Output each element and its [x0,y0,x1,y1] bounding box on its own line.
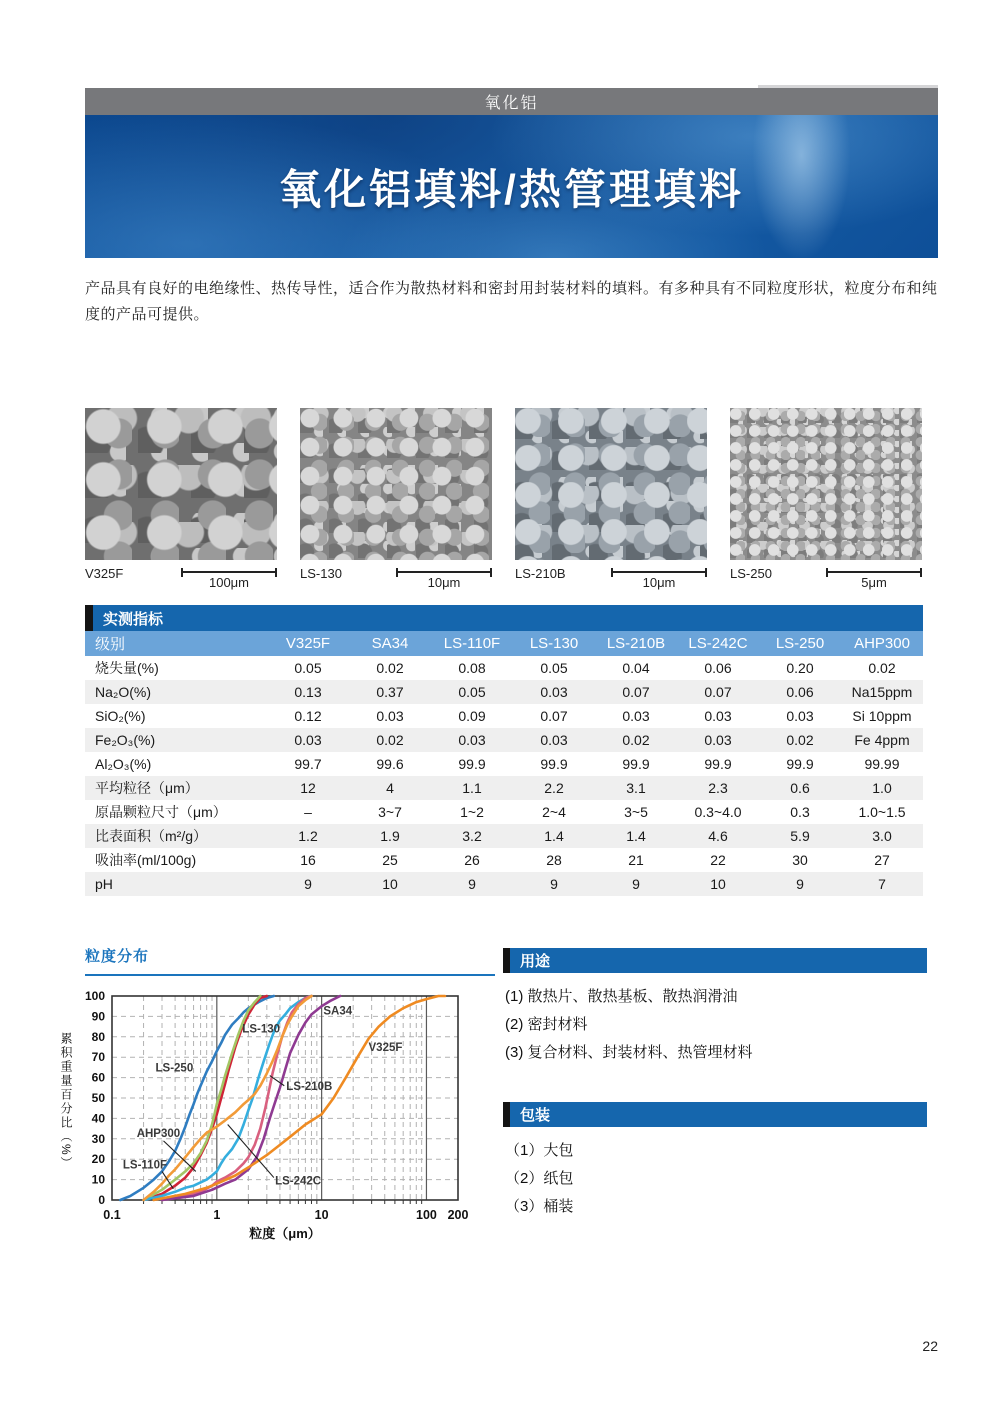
table-cell: 30 [759,848,841,872]
table-cell: 21 [595,848,677,872]
svg-text:100: 100 [84,989,105,1003]
svg-text:40: 40 [91,1111,105,1126]
table-cell: 28 [513,848,595,872]
table-header-cell: AHP300 [841,631,923,656]
table-header-cell: LS-250 [759,631,841,656]
table-cell: 0.03 [513,680,595,704]
table-cell: 4 [349,776,431,800]
table-cell: 0.02 [759,728,841,752]
table-cell: 1.4 [513,824,595,848]
table-cell: 99.9 [759,752,841,776]
table-cell: 4.6 [677,824,759,848]
table-cell: 9 [267,872,349,896]
table-cell: 0.03 [595,704,677,728]
table-row [85,728,923,752]
sem-tile [515,408,707,590]
scale-bar [181,566,277,590]
intro-paragraph: 产品具有良好的电绝缘性、热传导性，适合作为散热材料和密封用封装材料的填料。有多种具有不同粒度形状，粒度分布和纯度的产品可提供。 [85,280,938,324]
table-cell: 1.0~1.5 [841,800,923,824]
scale-bar [826,566,922,590]
table-cell: 0.37 [349,680,431,704]
sem-grade-name: LS-250 [730,566,772,581]
table-cell: 0.04 [595,656,677,680]
table-header-cell: SA34 [349,631,431,656]
table-cell: 99.9 [431,752,513,776]
scale-value: 5μm [861,575,887,590]
table-cell: 9 [759,872,841,896]
uses-item: (2) 密封材料 [505,1015,588,1033]
packaging-item: （3）桶装 [505,1197,574,1215]
table-cell: 1~2 [431,800,513,824]
table-cell: 0.05 [431,680,513,704]
table-row-label: Fe₂O₃(%) [85,728,267,752]
table-row-label: 平均粒径（μm） [85,776,267,800]
table-row-label: 比表面积（m²/g） [85,824,267,848]
table-header-cell: LS-130 [513,631,595,656]
table-row-label: 吸油率(ml/100g) [85,848,267,872]
table-cell: 99.9 [513,752,595,776]
table-cell: 0.03 [677,728,759,752]
sem-image-row [85,408,938,590]
table-row-label: SiO₂(%) [85,704,267,728]
table-cell: Na15ppm [841,680,923,704]
table-cell: 0.03 [677,704,759,728]
table-cell: 0.07 [595,680,677,704]
table-cell: 2.3 [677,776,759,800]
table-cell: 0.03 [759,704,841,728]
sem-micrograph [515,408,707,560]
table-cell: 0.08 [431,656,513,680]
table-cell: 0.02 [595,728,677,752]
table-header-cell: 级别 [85,631,267,656]
table-header-cell: V325F [267,631,349,656]
svg-text:LS-110F: LS-110F [122,1159,168,1172]
table-row-label: 烧失量(%) [85,656,267,680]
table-row [85,848,923,872]
svg-text:90: 90 [91,1009,105,1024]
table-cell: 0.06 [677,656,759,680]
sem-caption [515,566,707,590]
table-cell: 10 [349,872,431,896]
packaging-item: （2）纸包 [505,1170,574,1187]
svg-text:60: 60 [91,1070,105,1085]
table-cell: 99.99 [841,752,923,776]
sem-tile [730,408,922,590]
table-cell: 0.3~4.0 [677,800,759,824]
table-cell: 9 [513,872,595,896]
right-column [503,948,927,1221]
category-bar [85,88,938,115]
table-header-row [85,631,923,656]
sem-caption [730,566,922,590]
table-cell: 0.03 [267,728,349,752]
sem-grade-name: LS-210B [515,566,566,581]
svg-text:粒度（μm）: 粒度（μm） [249,1226,321,1241]
sem-micrograph [85,408,277,560]
svg-text:30: 30 [91,1131,105,1146]
spec-table-title: 实测指标 [85,605,923,631]
table-cell: 0.07 [677,680,759,704]
uses-item: (3) 复合材料、封装材料、热管埋材料 [505,1043,753,1061]
title-banner [85,115,938,258]
page-title: 氧化铝填料/热管理填料 [279,165,744,213]
scale-value: 100μm [208,575,249,590]
table-row [85,752,923,776]
table-cell: 0.03 [513,728,595,752]
table-cell: 0.3 [759,800,841,824]
svg-text:10: 10 [91,1172,105,1187]
table-cell: 25 [349,848,431,872]
svg-text:10: 10 [314,1208,329,1222]
svg-text:AHP300: AHP300 [136,1127,181,1140]
sem-caption [300,566,492,590]
page-number: 22 [922,1338,938,1354]
table-cell: 99.7 [267,752,349,776]
svg-text:200: 200 [447,1208,469,1222]
table-cell: 0.07 [513,704,595,728]
table-header-cell: LS-242C [677,631,759,656]
table-cell: 0.06 [759,680,841,704]
sem-grade-name: LS-130 [300,566,342,581]
svg-text:20: 20 [91,1152,105,1167]
table-cell: 0.02 [841,656,923,680]
table-row [85,776,923,800]
table-cell: 1.9 [349,824,431,848]
svg-text:50: 50 [91,1091,105,1105]
svg-text:100: 100 [416,1208,437,1222]
table-cell: 0.09 [431,704,513,728]
table-row [85,704,923,728]
table-cell: 12 [267,776,349,800]
table-cell: 3.2 [431,824,513,848]
svg-text:LS-250: LS-250 [155,1062,194,1075]
svg-text:1: 1 [213,1208,221,1222]
table-cell: 1.0 [841,776,923,800]
spec-table-section [85,605,923,896]
table-cell: 99.9 [677,752,759,776]
table-cell: Si 10ppm [841,704,923,728]
table-cell: 3~7 [349,800,431,824]
table-header-cell: LS-210B [595,631,677,656]
packaging-section-header: 包装 [503,1102,927,1127]
table-cell: 10 [677,872,759,896]
table-cell: 1.2 [267,824,349,848]
table-cell: 0.02 [349,728,431,752]
chart-section-title: 粒度分布 [85,945,495,976]
table-cell: 99.6 [349,752,431,776]
table-row [85,872,923,896]
uses-list [505,983,927,1066]
sem-caption [85,566,277,590]
table-cell: 0.02 [349,656,431,680]
table-cell: 0.12 [267,704,349,728]
table-cell: – [267,800,349,824]
packaging-list [505,1137,927,1220]
scale-value: 10μm [642,575,676,590]
table-cell: 0.03 [349,704,431,728]
table-row [85,824,923,848]
svg-text:70: 70 [91,1050,105,1065]
table-cell: 27 [841,848,923,872]
table-cell: 1.4 [595,824,677,848]
table-row [85,680,923,704]
table-row [85,656,923,680]
table-header-cell: LS-110F [431,631,513,656]
sem-micrograph [730,408,922,560]
svg-text:0.1: 0.1 [103,1208,121,1222]
scale-bar [396,566,492,590]
uses-item: (1) 散热片、散热基板、散热润滑油 [505,988,738,1005]
table-cell: 3~5 [595,800,677,824]
table-cell: 0.05 [513,656,595,680]
table-cell: 2~4 [513,800,595,824]
svg-text:LS-242C: LS-242C [275,1175,322,1188]
table-cell: 9 [595,872,677,896]
table-cell: 0.20 [759,656,841,680]
svg-text:LS-130: LS-130 [242,1023,281,1036]
table-row-label: 原晶颗粒尺寸（μm） [85,800,267,824]
table-cell: 1.1 [431,776,513,800]
table-cell: 0.05 [267,656,349,680]
table-cell: 99.9 [595,752,677,776]
table-row [85,800,923,824]
sem-tile [300,408,492,590]
uses-section-header: 用途 [503,948,927,973]
svg-text:SA34: SA34 [323,1005,353,1018]
category-label: 氧化铝 [484,95,539,112]
particle-size-distribution-chart [55,985,495,1245]
scale-value: 10μm [427,575,461,590]
table-cell: 5.9 [759,824,841,848]
spec-table [85,631,923,896]
packaging-item: （1）大包 [505,1142,574,1160]
table-cell: 16 [267,848,349,872]
table-cell: 0.13 [267,680,349,704]
sem-grade-name: V325F [85,566,124,581]
table-cell: 26 [431,848,513,872]
table-cell: 7 [841,872,923,896]
table-cell: 2.2 [513,776,595,800]
svg-text:0: 0 [98,1193,105,1207]
svg-text:80: 80 [91,1029,105,1044]
table-row-label: Na₂O(%) [85,680,267,704]
table-cell: 22 [677,848,759,872]
svg-text:V325F: V325F [368,1042,403,1055]
table-cell: Fe 4ppm [841,728,923,752]
table-cell: 9 [431,872,513,896]
scale-bar [611,566,707,590]
sem-micrograph [300,408,492,560]
table-row-label: pH [85,872,267,896]
table-row-label: Al₂O₃(%) [85,752,267,776]
table-cell: 0.6 [759,776,841,800]
svg-text:LS-210B: LS-210B [286,1080,333,1093]
table-cell: 3.1 [595,776,677,800]
chart-y-axis-label: 累积重量百分比（%） [59,1032,73,1171]
sem-tile [85,408,277,590]
table-cell: 3.0 [841,824,923,848]
table-cell: 0.03 [431,728,513,752]
